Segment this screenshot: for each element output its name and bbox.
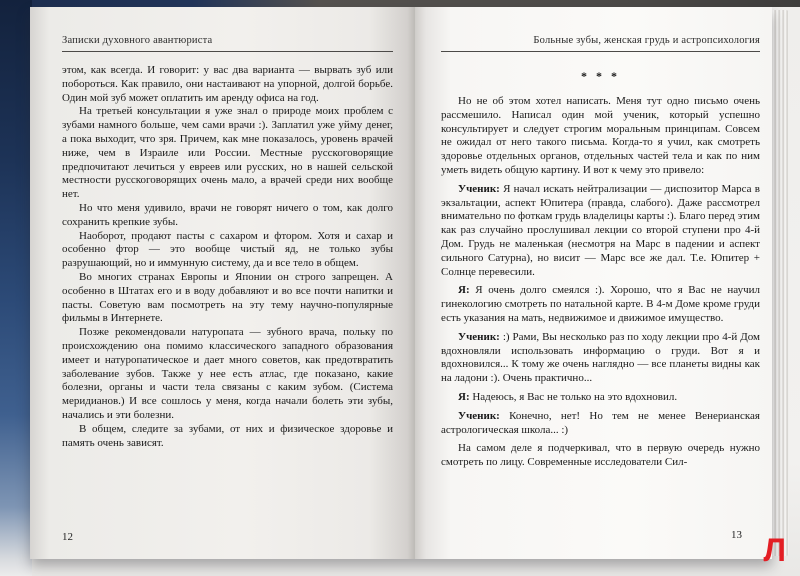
right-page	[415, 7, 772, 559]
paragraph: Ученик: Я начал искать нейтрализации — диспозитор Марса в экзальтации, аспект Юпитера (правда, слабого). Даже рассмотрел внимательно по фоткам грудь владелицы карты :). Благо перед этим как раз случайно прослушивал лекции со второй ступени про 4-й Дом. Грудь не маленькая (несмотря на Марс в падении и аспект сильного Сатурна), но висит — Марс все же дал. Т.е. Юпитер + Солнце перевесили.	[441, 182, 760, 278]
speaker-label: Ученик:	[458, 330, 503, 343]
running-header-right: Больные зубы, женская грудь и астропсихология	[533, 35, 760, 46]
book-cover-edge	[0, 0, 32, 576]
paragraph: Во многих странах Европы и Японии он строго запрещен. А особенно в Штатах его и в воду добавляют и во все почти напитки и пасты. Советую вам посмотреть на эту тему научно-популярные фильмы в Интернете.	[62, 270, 393, 325]
page-number-right: 13	[731, 529, 742, 541]
right-page-body	[441, 95, 760, 470]
header-rule-right	[441, 51, 760, 52]
left-page-body	[62, 64, 393, 450]
paragraph: На самом деле я подчеркивал, что в первую очередь нужно смотреть по лицу. Современные исследователи Сил-	[441, 442, 760, 469]
paragraph: В общем, следите за зубами, от них и физическое здоровье и память очень зависят.	[62, 422, 393, 449]
paragraph: Но что меня удивило, врачи не говорят ничего о том, как долго сохранить крепкие зубы.	[62, 201, 393, 228]
paragraph: Наоборот, продают пасты с сахаром и фтором. Хотя и сахар и особенно фтор — это вообще чистый яд, не только зубы разрушающий, но и иммунную систему, да и все тело в общем.	[62, 229, 393, 270]
left-page	[30, 7, 415, 559]
book-spread	[30, 7, 772, 559]
speaker-label: Ученик:	[458, 409, 510, 422]
page-stack-edge	[772, 10, 789, 556]
paragraph: Позже рекомендовали натуропата — зубного врача, польку по происхождению она помимо классического западного образования имеет и натуропатическое и дает много советов, как предотвратить заболевание зубов. Также у нее есть атлас, где показано, какие болезни, органы и части тела связаны с каким зубом. (Система меридианов.) И все сошлось у меня, когда начали болеть эти зубы, начались и эти болезни.	[62, 326, 393, 421]
speaker-label: Я:	[458, 390, 473, 403]
paragraph: Ученик: Конечно, нет! Но тем не менее Венерианская астрологическая школа... :)	[441, 409, 760, 436]
paragraph: Но не об этом хотел написать. Меня тут одно письмо очень рассмешило. Написал один мой ученик, который успешно консультирует и следует строгим моральным принципам. Совсем не ожидал от него такого письма. Когда-то я учил, как смотреть здоровье отдельных органов, отдельных частей тела и как по ним уметь видеть общую картину. И вот к чему это привело:	[441, 95, 760, 176]
header-rule-left	[62, 51, 393, 52]
section-separator: * * *	[581, 69, 620, 83]
paragraph: Я: Я очень долго смеялся :). Хорошо, что я Вас не научил гинекологию смотреть по натальной карте. В 4-м Доме кроме груди есть указания на мать, недвижимое и движимое имущество.	[441, 284, 761, 324]
paragraph: На третьей консультации я уже знал о природе моих проблем с зубами намного больше, чем сами врачи :). Заплатил уже уйму денег, а пока выходит, что зря. Причем, как мне показалось, уровень врачей ниже, чем в Израиле или России. Местные русскоговорящие предпочитают лечиться у евреев или русских, но в нашей сельской местности русскоговорящих очень мало, а врачей среди них вообще нет.	[62, 105, 393, 201]
page-number-left: 12	[62, 531, 73, 543]
paragraph: этом, как всегда. И говорит: у вас два варианта — вырвать зуб или побороться. Как правило, они настаивают на упорной, долгой борьбе. Один мой зуб может оплатить им аренду офиса на год.	[62, 64, 393, 104]
speaker-label: Ученик:	[458, 182, 504, 195]
paragraph: Ученик: :) Рами, Вы несколько раз по ходу лекции про 4-й Дом вдохновляли использовать информацию о груди. Вот я и вдохновился... К тому же очень наглядно — все планеты видны как на ладони :). Очень практично...	[441, 330, 760, 385]
speaker-label: Я:	[458, 284, 476, 297]
paragraph: Я: Надеюсь, я Вас не только на это вдохновил.	[458, 390, 678, 403]
labirint-watermark: Л	[763, 532, 786, 568]
photo-top-edge	[0, 0, 800, 7]
running-header-left: Записки духовного авантюриста	[62, 35, 213, 46]
